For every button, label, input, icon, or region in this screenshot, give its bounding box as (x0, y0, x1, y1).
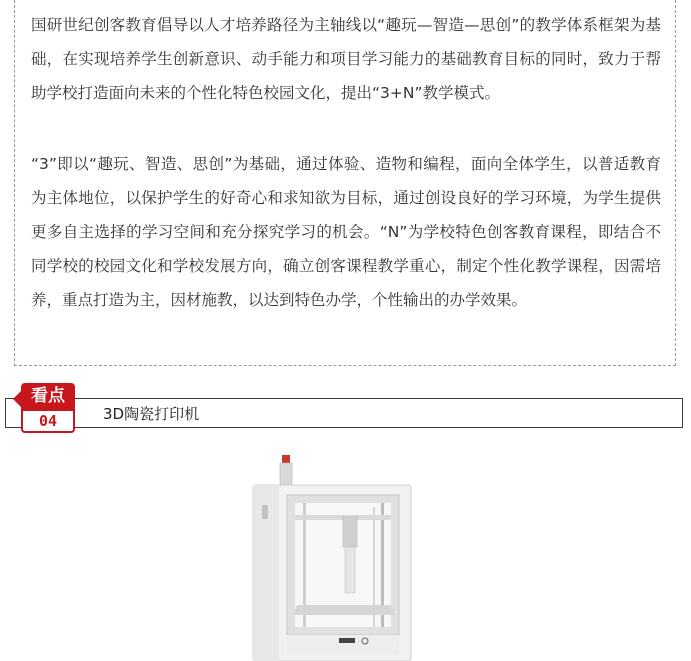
printer-logo-icon (262, 505, 268, 519)
printer-indicator (282, 455, 290, 463)
printer-display-icon (339, 638, 355, 643)
paragraph-1: 国研世纪创客教育倡导以人才培养路径为主轴线以“趣玩—智造—思创”的教学体系框架为基础，在实现培养学生创新意识、动手能力和项目学习能力的基础教育目标的同时，致力于帮助学校打造面向未来的个性化特色校园文化，提出“3+N”教学模式。 (31, 16, 661, 102)
section-title-bar (5, 398, 683, 428)
badge-number: 04 (21, 409, 75, 433)
paragraph-2: “3”即以“趣玩、智造、思创”为基础，通过体验、造物和编程，面向全体学生，以普适教育为主体地位，以保护学生的好奇心和求知欲为目标，通过创设良好的学习环境，为学生提供更多自主选择的学习空间和充分探究学习的机会。“N”为学校特色创客教育课程，即结合不同学校的校园文化和学校发展方向，确立创客课程教学重心，制定个性化教学课程，因需培养，重点打造为主，因材施教，以达到特色办学，个性输出的办学效果。 (31, 155, 661, 309)
printer-image (245, 455, 455, 661)
badge-arrow-icon (13, 391, 21, 407)
section-badge (21, 383, 75, 433)
text-box (14, 0, 676, 366)
badge-label: 看点 (21, 383, 75, 409)
section-title: 3D陶瓷打印机 (103, 405, 200, 423)
section-header (5, 383, 685, 433)
